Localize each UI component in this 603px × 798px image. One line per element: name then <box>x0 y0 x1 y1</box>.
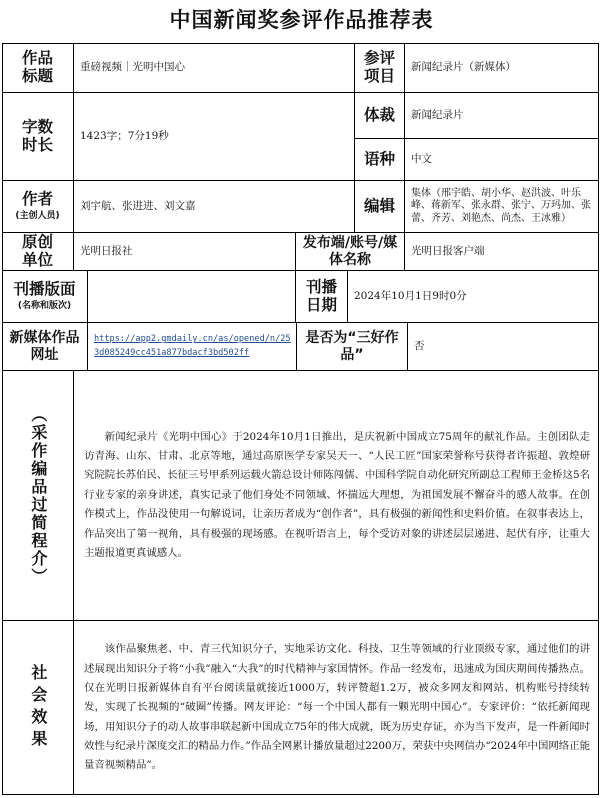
effect-text: 该作品聚焦老、中、青三代知识分子，实地采访文化、科技、卫生等领域的行业顶级专家，通过他们的讲述展现出知识分子将“小我”融入“大我”的时代精神与家国情怀。作品一经发布，迅速成为国庆期间传播热点。仅在光明日报新媒体自有平台阅读量就接近1000万，转评赞超1.2万，被众多网友和网站、机构账号持续转发，实现了长视频的“破圈”传播。网友评论：“每一个中国人都有一颗光明中国心”。专家评价：“依托新闻现场，用知识分子的动人故事串联起新中国成立75年的伟大成就，既为历史存证，亦为当下发声，是一件新闻时效性与纪录片深度交汇的精品力作。”作品全网累计播放量超过2200万，荣获中央网信办“2024年中国网络正能量音视频精品”。 <box>84 643 590 772</box>
author-sublabel: (主创人员) <box>15 211 60 222</box>
author-value: 刘宇航、张进进、刘文嘉 <box>74 181 355 233</box>
genre-value: 新闻纪录片 <box>405 93 599 139</box>
page-title: 中国新闻奖参评作品推荐表 <box>169 7 434 32</box>
publish-page-label: 刊播版面 (名称和版次) <box>2 271 88 323</box>
publish-account-value: 光明日报客户端 <box>405 233 599 271</box>
three-good-label: 是否为“三好作品” <box>297 323 408 371</box>
entry-item-value: 新闻纪录片（新媒体） <box>405 43 599 93</box>
length-value: 1423字；7分19秒 <box>74 93 355 181</box>
publish-date-value: 2024年10月1日9时0分 <box>348 271 599 323</box>
publish-page-value <box>88 271 296 323</box>
process-label: （采作编品过简程介） <box>2 371 74 621</box>
original-unit-value: 光明日报社 <box>74 233 296 271</box>
effect-text-cell <box>74 621 599 795</box>
author-label: 作者 (主创人员) <box>2 181 74 233</box>
genre-label: 体裁 <box>355 93 405 139</box>
three-good-value: 否 <box>408 323 599 371</box>
work-title-label: 作品标题 <box>2 43 74 93</box>
editor-label: 编辑 <box>355 181 405 233</box>
editor-value: 集体（邢宇皓、胡小华、赵洪波、叶乐峰、蒋新军、张永群、张宁、万玛加、张蕾、齐芳、刘艳杰、尚杰、王冰雅） <box>405 181 599 233</box>
work-url-link[interactable]: https://app2.gmdaily.cn/as/opened/n/253d085249cc451a877bdacf3bd502ff <box>94 334 291 358</box>
publish-page-sublabel: (名称和版次) <box>17 301 72 312</box>
process-text: 新闻纪录片《光明中国心》于2024年10月1日推出，是庆祝新中国成立75周年的献礼作品。主创团队走访青海、山东、甘肃、北京等地，通过高原医学专家吴天一、“人民工匠”国家荣誉称号获得者许振超、敦煌研究院院长苏伯民、长征三号甲系列运载火箭总设计师陈闯儒、中国科学院自动化研究所副总工程师王金桥这5名行业专家的亲身讲述，真实记录了他们身处不同领域、怀揣远大理想，为祖国发展不懈奋斗的感人故事。在创作模式上，作品没使用一句解说词，让亲历者成为“创作者”，具有极强的新闻性和史料价值。在叙事表达上，作品突出了第一视角，具有极强的现场感。在视听语言上，每个受访对象的讲述层层递进、起伏有序，让重大主题报道更真诚感人。 <box>84 430 590 559</box>
publish-account-label: 发布端/账号/媒体名称 <box>296 233 405 271</box>
language-value: 中文 <box>405 139 599 181</box>
work-title-value: 重磅视频｜光明中国心 <box>74 43 355 93</box>
length-label: 字数时长 <box>2 93 74 181</box>
url-label: 新媒体作品网址 <box>2 323 88 371</box>
entry-item-label: 参评项目 <box>355 43 405 93</box>
effect-label: 社会效果 <box>2 621 74 795</box>
url-cell <box>88 323 297 371</box>
process-text-cell <box>74 371 599 621</box>
language-label: 语种 <box>355 139 405 181</box>
recommendation-form-table <box>2 43 599 795</box>
publish-date-label: 刊播日期 <box>296 271 348 323</box>
original-unit-label: 原创单位 <box>2 233 74 271</box>
